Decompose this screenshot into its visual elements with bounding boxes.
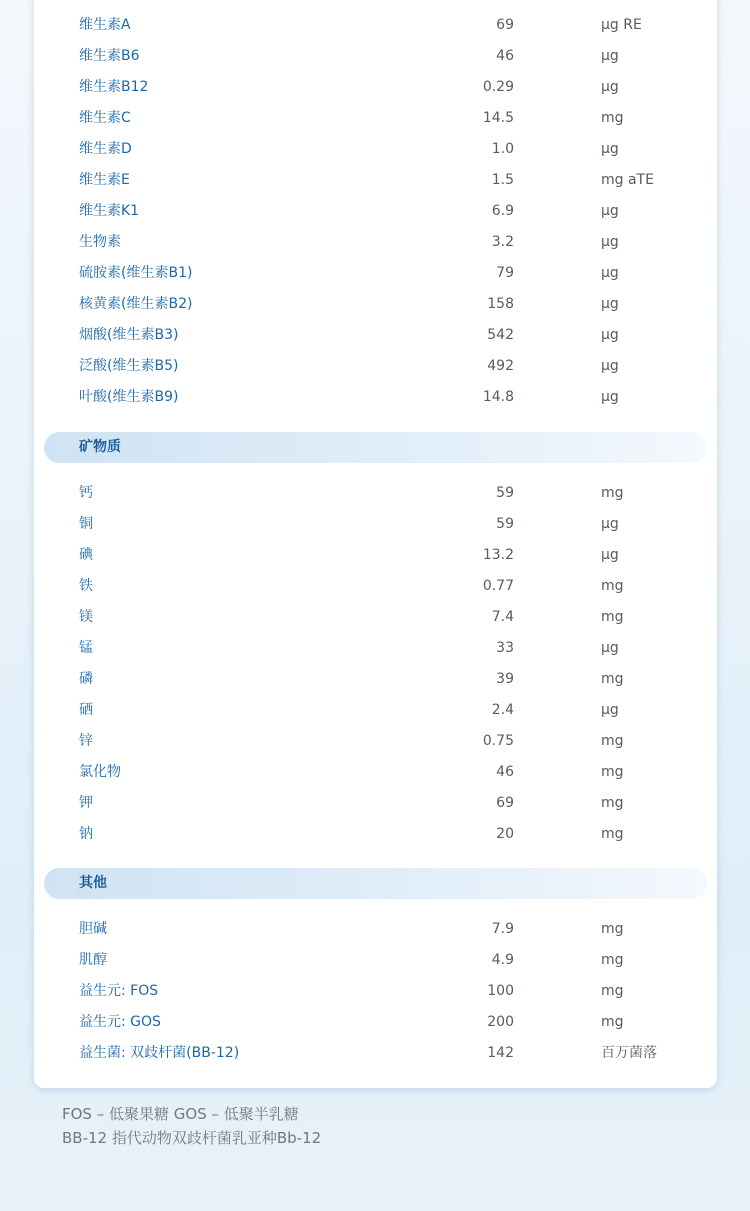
nutrient-unit: 百万菌落 bbox=[601, 1045, 657, 1061]
nutrient-value: 3.2 bbox=[491, 234, 514, 250]
nutrient-row bbox=[34, 289, 717, 320]
nutrient-row bbox=[34, 320, 717, 351]
nutrient-value: 2.4 bbox=[491, 702, 514, 718]
nutrient-value: 39 bbox=[496, 671, 514, 687]
nutrient-value: 69 bbox=[496, 795, 514, 811]
nutrient-unit: μg bbox=[601, 640, 619, 656]
nutrient-name: 钠 bbox=[79, 826, 93, 842]
nutrient-unit: μg bbox=[601, 296, 619, 312]
nutrient-value: 7.4 bbox=[491, 609, 514, 625]
nutrient-row bbox=[34, 664, 717, 695]
section-title: 其他 bbox=[79, 875, 107, 891]
nutrient-unit: mg bbox=[601, 921, 624, 937]
nutrient-row bbox=[34, 633, 717, 664]
nutrient-unit: mg bbox=[601, 671, 624, 687]
nutrient-unit: mg bbox=[601, 983, 624, 999]
nutrient-unit: μg bbox=[601, 702, 619, 718]
nutrient-name: 铜 bbox=[79, 516, 93, 532]
nutrient-unit: μg bbox=[601, 79, 619, 95]
nutrient-name: 维生素B12 bbox=[79, 79, 149, 95]
nutrient-value: 158 bbox=[487, 296, 514, 312]
nutrient-value: 6.9 bbox=[491, 203, 514, 219]
nutrient-value: 46 bbox=[496, 48, 514, 64]
section-title: 矿物质 bbox=[79, 439, 121, 455]
nutrient-name: 维生素B6 bbox=[79, 48, 140, 64]
nutrient-name: 镁 bbox=[79, 609, 93, 625]
nutrient-value: 4.9 bbox=[491, 952, 514, 968]
nutrient-unit: mg bbox=[601, 1014, 624, 1030]
nutrient-name: 维生素C bbox=[79, 110, 131, 126]
nutrient-unit: mg bbox=[601, 795, 624, 811]
nutrient-row bbox=[34, 478, 717, 509]
nutrient-row bbox=[34, 134, 717, 165]
nutrient-name: 锌 bbox=[79, 733, 93, 749]
nutrient-name: 维生素A bbox=[79, 17, 131, 33]
nutrient-unit: mg bbox=[601, 110, 624, 126]
nutrient-row bbox=[34, 509, 717, 540]
nutrient-row bbox=[34, 914, 717, 945]
nutrient-row bbox=[34, 103, 717, 134]
nutrient-name: 维生素D bbox=[79, 141, 132, 157]
nutrient-name: 叶酸(维生素B9) bbox=[79, 389, 179, 405]
nutrient-row bbox=[34, 602, 717, 633]
nutrient-unit: mg bbox=[601, 826, 624, 842]
nutrient-name: 胆碱 bbox=[79, 921, 107, 937]
nutrient-row bbox=[34, 72, 717, 103]
nutrient-value: 79 bbox=[496, 265, 514, 281]
nutrient-value: 142 bbox=[487, 1045, 514, 1061]
nutrient-value: 13.2 bbox=[482, 547, 514, 563]
nutrient-value: 7.9 bbox=[491, 921, 514, 937]
nutrient-row bbox=[34, 1007, 717, 1038]
nutrient-row bbox=[34, 819, 717, 850]
nutrient-name: 磷 bbox=[79, 671, 93, 687]
nutrient-unit: mg bbox=[601, 733, 624, 749]
nutrient-name: 益生元: FOS bbox=[79, 983, 159, 999]
nutrient-unit: mg bbox=[601, 485, 624, 501]
nutrient-value: 46 bbox=[496, 764, 514, 780]
nutrient-row bbox=[34, 165, 717, 196]
nutrient-unit: μg bbox=[601, 358, 619, 374]
nutrient-value: 69 bbox=[496, 17, 514, 33]
nutrient-value: 20 bbox=[496, 826, 514, 842]
nutrient-unit: mg aTE bbox=[601, 172, 654, 188]
nutrient-row bbox=[34, 976, 717, 1007]
nutrition-table-card bbox=[34, 0, 717, 1088]
nutrient-name: 维生素E bbox=[79, 172, 130, 188]
nutrient-unit: mg bbox=[601, 609, 624, 625]
nutrient-value: 59 bbox=[496, 485, 514, 501]
nutrient-unit: μg bbox=[601, 327, 619, 343]
nutrient-row bbox=[34, 540, 717, 571]
section-header-others bbox=[44, 868, 707, 899]
nutrient-row bbox=[34, 10, 717, 41]
nutrient-row bbox=[34, 695, 717, 726]
nutrient-row bbox=[34, 945, 717, 976]
nutrient-unit: μg bbox=[601, 141, 619, 157]
nutrient-name: 维生素K1 bbox=[79, 203, 140, 219]
nutrient-name: 烟酸(维生素B3) bbox=[79, 327, 179, 343]
nutrient-row bbox=[34, 757, 717, 788]
nutrient-value: 59 bbox=[496, 516, 514, 532]
nutrient-name: 泛酸(维生素B5) bbox=[79, 358, 179, 374]
nutrient-unit: mg bbox=[601, 952, 624, 968]
nutrient-unit: μg bbox=[601, 265, 619, 281]
nutrient-row bbox=[34, 227, 717, 258]
nutrient-unit: μg bbox=[601, 389, 619, 405]
nutrient-unit: mg bbox=[601, 578, 624, 594]
nutrient-value: 0.75 bbox=[482, 733, 514, 749]
nutrient-row bbox=[34, 258, 717, 289]
nutrient-name: 硒 bbox=[79, 702, 93, 718]
nutrient-value: 0.77 bbox=[482, 578, 514, 594]
nutrient-row bbox=[34, 351, 717, 382]
nutrient-name: 肌醇 bbox=[79, 952, 107, 968]
footnote-abbreviations: FOS – 低聚果糖 GOS – 低聚半乳糖 bbox=[62, 1105, 299, 1123]
section-header-minerals bbox=[44, 432, 707, 463]
nutrient-name: 钙 bbox=[79, 485, 93, 501]
nutrient-name: 益生元: GOS bbox=[79, 1014, 161, 1030]
nutrient-value: 200 bbox=[487, 1014, 514, 1030]
nutrient-value: 0.29 bbox=[482, 79, 514, 95]
nutrient-row bbox=[34, 571, 717, 602]
footnote-bb12: BB-12 指代动物双歧杆菌乳亚种Bb-12 bbox=[62, 1129, 322, 1147]
nutrient-unit: μg bbox=[601, 203, 619, 219]
nutrient-name: 生物素 bbox=[79, 234, 121, 250]
nutrient-value: 1.0 bbox=[491, 141, 514, 157]
nutrient-name: 硫胺素(维生素B1) bbox=[79, 265, 193, 281]
nutrient-name: 氯化物 bbox=[79, 764, 121, 780]
nutrient-name: 钾 bbox=[79, 795, 93, 811]
nutrient-value: 100 bbox=[487, 983, 514, 999]
nutrient-value: 33 bbox=[496, 640, 514, 656]
nutrient-name: 铁 bbox=[79, 578, 93, 594]
nutrient-row bbox=[34, 196, 717, 227]
nutrient-unit: mg bbox=[601, 764, 624, 780]
nutrient-name: 碘 bbox=[79, 547, 93, 563]
nutrient-value: 14.5 bbox=[482, 110, 514, 126]
nutrient-row bbox=[34, 1038, 717, 1069]
nutrient-unit: μg bbox=[601, 48, 619, 64]
nutrient-name: 益生菌: 双歧杆菌(BB-12) bbox=[79, 1045, 240, 1061]
nutrient-value: 492 bbox=[487, 358, 514, 374]
nutrient-unit: μg bbox=[601, 547, 619, 563]
nutrient-name: 核黄素(维生素B2) bbox=[79, 296, 193, 312]
nutrient-value: 542 bbox=[487, 327, 514, 343]
nutrient-row bbox=[34, 382, 717, 413]
nutrient-unit: μg bbox=[601, 234, 619, 250]
nutrient-value: 1.5 bbox=[491, 172, 514, 188]
nutrient-unit: μg RE bbox=[601, 17, 642, 33]
nutrient-value: 14.8 bbox=[482, 389, 514, 405]
nutrient-row bbox=[34, 41, 717, 72]
nutrient-name: 锰 bbox=[79, 640, 93, 656]
nutrient-row bbox=[34, 788, 717, 819]
nutrient-row bbox=[34, 726, 717, 757]
nutrient-unit: μg bbox=[601, 516, 619, 532]
